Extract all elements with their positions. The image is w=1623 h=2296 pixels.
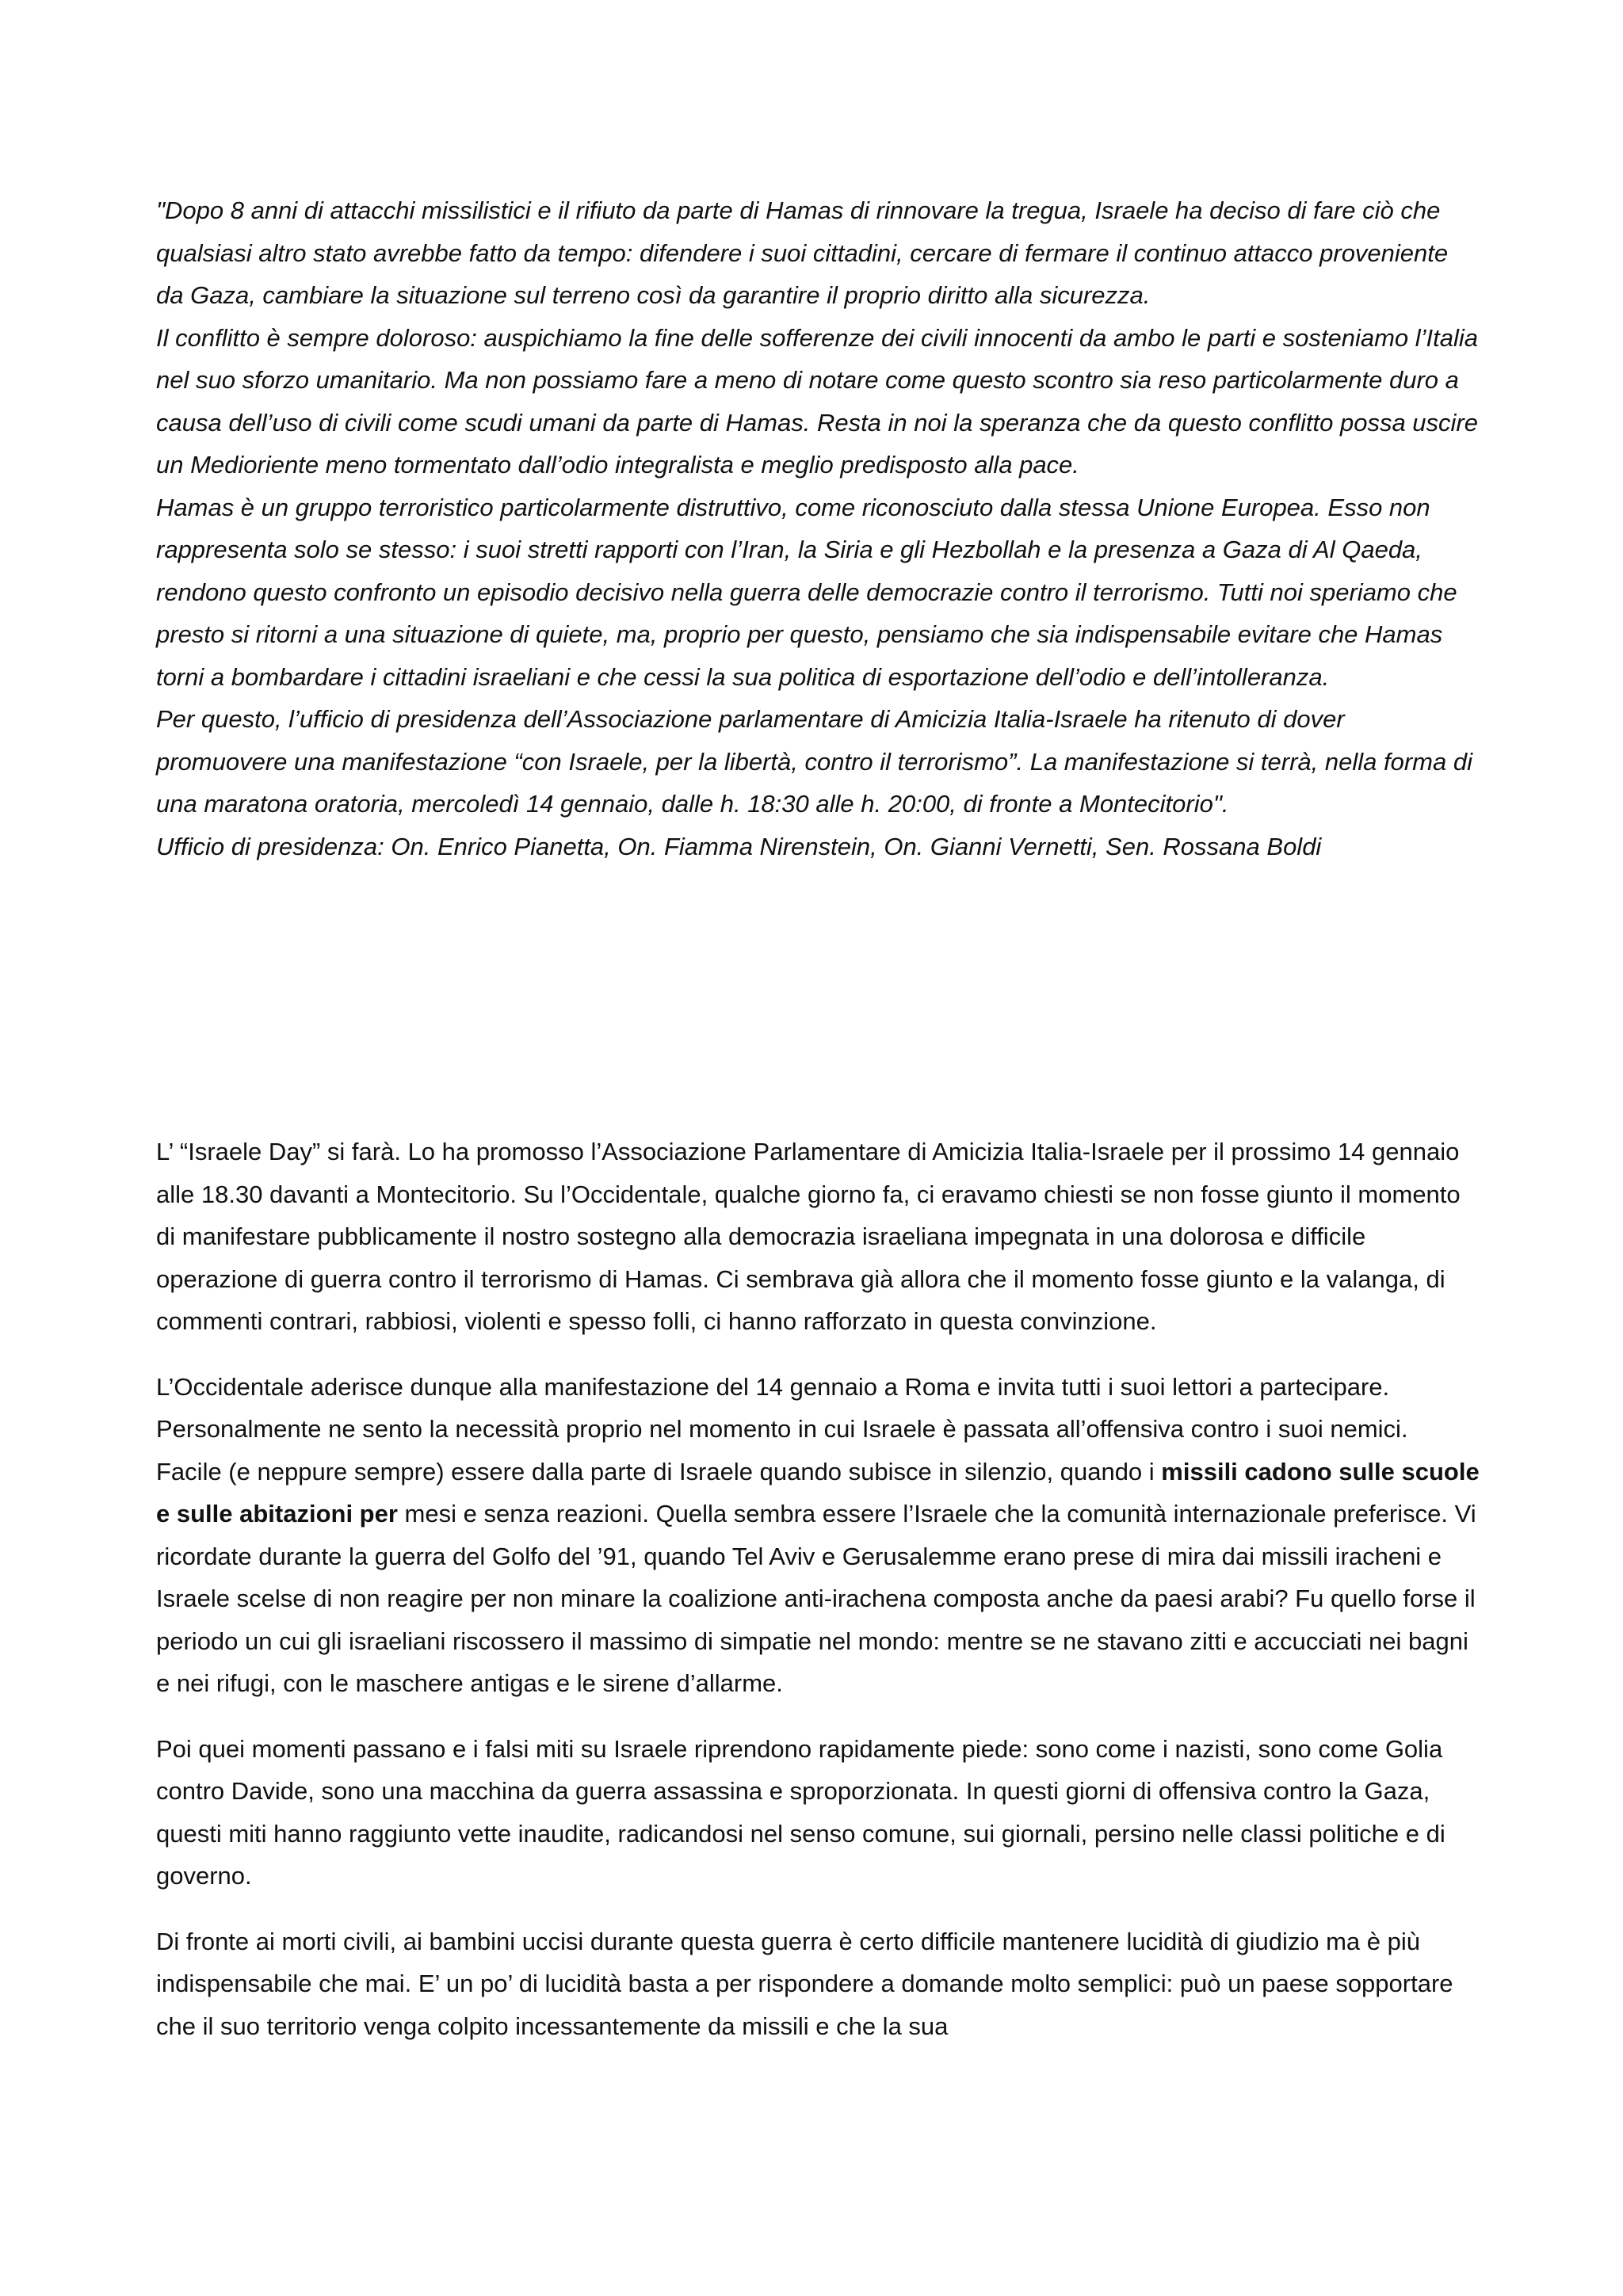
article-paragraph-3: Poi quei momenti passano e i falsi miti su Israele riprendono rapidamente piede: sono come i nazisti, sono come Golia contro Davide, sono una macchina da guerra assassina e sproporzionata. In questi giorni di offensiva contro la Gaza, questi miti hanno raggiunto vette inaudite, radicandosi nel senso comune, sui giornali, persino nelle classi politiche e di governo. — [156, 1734, 1445, 1890]
article-body — [156, 1131, 1480, 2070]
article-paragraph-2-bold: missili cadono sulle scuole e sulle abitazioni per — [156, 1457, 1480, 1527]
document-page — [156, 189, 1480, 2040]
quote-paragraph-4: Per questo, l’ufficio di presidenza dell’Associazione parlamentare di Amicizia Italia-Israele ha ritenuto di dover promuovere una manifestazione “con Israele, per la libertà, contro il terrorismo”. La manifestazione si terrà, nella forma di una maratona oratoria, mercoledì 14 gennaio, dalle h. 18:30 alle h. 20:00, di fronte a Montecitorio". — [156, 705, 1472, 818]
article-paragraph-2-text-b: mesi e senza reazioni. Quella sembra essere l’Israele che la comunità internazionale preferisce. Vi ricordate durante la guerra del Golfo del ’91, quando Tel Aviv e Gerusalemme erano prese di mira dai missili iracheni e Israele scelse di non reagire per non minare la coalizione anti-irachena composta anche da paesi arabi? Fu quello forse il periodo un cui gli israeliani riscossero il massimo di simpatie nel mondo: mentre se ne stavano zitti e accucciati nei bagni e nei rifugi, con le maschere antigas e le sirene d’allarme. — [156, 1500, 1476, 1697]
quote-paragraph-2: Il conflitto è sempre doloroso: auspichiamo la fine delle sofferenze dei civili innocenti da ambo le parti e sosteniamo l’Italia nel suo sforzo umanitario. Ma non possiamo fare a meno di notare come questo scontro sia reso particolarmente duro a causa dell’uso di civili come scudi umani da parte di Hamas. Resta in noi la speranza che da questo conflitto possa uscire un Medioriente meno tormentato dall’odio integralista e meglio predisposto alla pace. — [156, 323, 1479, 479]
article-paragraph-2-text-a: L’Occidentale aderisce dunque alla manifestazione del 14 gennaio a Roma e invita tutti i suoi lettori a partecipare. Personalmente ne sento la necessità proprio nel momento in cui Israele è passata all’offensiva contro i suoi nemici. Facile (e neppure sempre) essere dalla parte di Israele quando subisce in silenzio, quando i — [156, 1372, 1408, 1486]
article-paragraph-2 — [156, 1366, 1480, 1705]
quote-paragraph-3: Hamas è un gruppo terroristico particolarmente distruttivo, come riconosciuto dalla stessa Unione Europea. Esso non rappresenta solo se stesso: i suoi stretti rapporti con l’Iran, la Siria e gli Hezbollah e la presenza a Gaza di Al Qaeda, rendono questo confronto un episodio decisivo nella guerra delle democrazie contro il terrorismo. Tutti noi speriamo che presto si ritorni a una situazione di quiete, ma, proprio per questo, pensiamo che sia indispensabile evitare che Hamas torni a bombardare i cittadini israeliani e che cessi la sua politica di esportazione dell’odio e dell’intolleranza. — [156, 493, 1457, 691]
press-statement-quote — [156, 189, 1480, 868]
article-paragraph-4: Di fronte ai morti civili, ai bambini uccisi durante questa guerra è certo difficile mantenere lucidità di giudizio ma è più indispensabile che mai. E’ un po’ di lucidità basta a per rispondere a domande molto semplici: può un paese sopportare che il suo territorio venga colpito incessantemente da missili e che la sua — [156, 1927, 1453, 2040]
article-paragraph-1: L’ “Israele Day” si farà. Lo ha promosso l’Associazione Parlamentare di Amicizia Italia-Israele per il prossimo 14 gennaio alle 18.30 davanti a Montecitorio. Su l’Occidentale, qualche giorno fa, ci eravamo chiesti se non fosse giunto il momento di manifestare pubblicamente il nostro sostegno alla democrazia israeliana impegnata in una dolorosa e difficile operazione di guerra contro il terrorismo di Hamas. Ci sembrava già allora che il momento fosse giunto e la valanga, di commenti contrari, rabbiosi, violenti e spesso folli, ci hanno rafforzato in questa convinzione. — [156, 1138, 1461, 1335]
quote-signature: Ufficio di presidenza: On. Enrico Pianetta, On. Fiamma Nirenstein, On. Gianni Vernetti, Sen. Rossana Boldi — [156, 832, 1322, 860]
quote-paragraph-1: "Dopo 8 anni di attacchi missilistici e il rifiuto da parte di Hamas di rinnovare la tregua, Israele ha deciso di fare ciò che qualsiasi altro stato avrebbe fatto da tempo: difendere i suoi cittadini, cercare di fermare il continuo attacco proveniente da Gaza, cambiare la situazione sul terreno così da garantire il proprio diritto alla sicurezza. — [156, 196, 1449, 309]
